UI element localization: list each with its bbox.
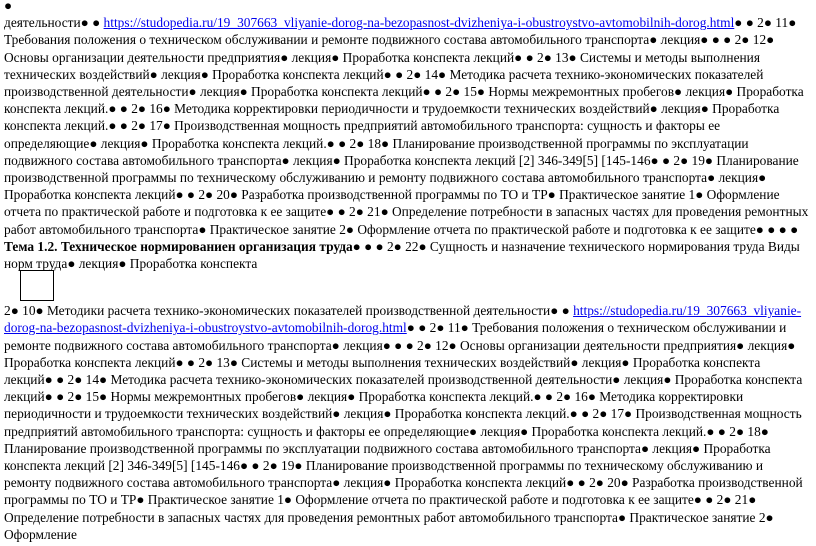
bullet-line	[4, 0, 812, 14]
studopedia-link-1[interactable]: https://studopedia.ru/19_307663_vliyanie-dorog-na-bezopasnost-dvizheniya-i-obustroystvo-avtomobilnih-dorog.html	[103, 15, 735, 31]
studopedia-link-2[interactable]: https://studopedia.ru/19_307663_vliyanie-dorog-na-bezopasnost-dvizheniya-i-obustroystvo-avtomobilnih-dorog.html	[4, 303, 802, 336]
block2-body-a: ● ● 2● 11● Требования положения о техническом обслуживании и ремонте подвижного состава автомобильного транспорта● лекция● ● ● 2● 12● Основы организации деятельности предприятия● лекция● Проработка конспекта лекций● ● 2● 13● Системы и методы выполнения технических воздействий● лекция● Проработка конспекта лекций● ● 2● 14● Методика расчета технико-экономических показателей производственной деятельности● лекция● Проработка конспекта лекций● ● 2● 15● Нормы межремонтных пробегов● лекция● Проработка конспекта лекций.● ● 2● 16● Методика корректировки периодичности и трудоемкости технических воздействий● лекция● Проработка конспекта лекций.● ● 2● 17● Производственная мощность предприятий автомобильного транспорта: сущность и факторы ее определяющие● лекция● Проработка конспекта лекций.● ● 2● 18● Планирование производственной программы по эксплуатации подвижного состава автомобильного транспорта● лекция● Проработка конспекта лекций [2] 346-349[5] [145-146● ● 2● 19● Планирование производственной программы по техническому обслуживанию и ремонту подвижного состава автомобильного транспорта● лекция● Проработка конспекта лекций● ● 2● 20● Разработка производственной программы по ТО и ТР● Практическое занятие 1● Оформление отчета по практической работе и подготовка к ее защите● ● 2● 21● Определение потребности в запасных частях для проведения ремонтных работ автомобильного транспорта● Практическое занятие 2● Оформление	[4, 320, 803, 542]
block1-separator: ● ●	[80, 15, 104, 31]
empty-frame-box	[20, 270, 54, 301]
block2-separator: ● ●	[550, 303, 574, 319]
block1-lead: деятельности	[4, 15, 81, 31]
block1-body-a: ● ● 2● 11● Требования положения о техническом обслуживании и ремонте подвижного состава автомобильного транспорта● лекция● ● ● 2● 12● Основы организации деятельности предприятия● лекция● Проработка конспекта лекций● ● 2● 13● Системы и методы выполнения технических воздействий● лекция● Проработка конспекта лекций● ● 2● 14● Методика расчета технико-экономических показателей производственной деятельности● лекция● Проработка конспекта лекций● ● 2● 15● Нормы межремонтных пробегов● лекция● Проработка конспекта лекций.● ● 2● 16● Методика корректировки периодичности и трудоемкости технических воздействий● лекция● Проработка конспекта лекций.● ● 2● 17● Производственная мощность предприятий автомобильного транспорта: сущность и факторы ее определяющие● лекция● Проработка конспекта лекций.● ● 2● 18● Планирование производственной программы по эксплуатации подвижного состава автомобильного транспорта● лекция● Проработка конспекта лекций [2] 346-349[5] [145-146● ● 2● 19● Планирование производственной программы по техническому обслуживанию и ремонту подвижного состава автомобильного транспорта● лекция● Проработка конспекта лекций● ● 2● 20● Разработка производственной программы по ТО и ТР● Практическое занятие 1● Оформление отчета по практической работе и подготовка к ее защите● ● 2● 21● Определение потребности в запасных частях для проведения ремонтных работ автомобильного транспорта● Практическое занятие 2● Оформление отчета по практической работе и подготовка к ее защите● ● ● ●	[4, 15, 809, 237]
block1-body-b: ● ● ● 2● 22● Сущность и назначение технического нормирования труда Виды норм труда● лекция● Проработка конспекта	[4, 238, 800, 272]
text-block-1	[4, 14, 812, 272]
topic-heading: Тема 1.2. Техническое нормированиен организация труда	[4, 238, 353, 254]
text-block-2	[4, 302, 812, 543]
bullet-glyph: ●	[4, 0, 13, 13]
block2-lead: 2● 10● Методики расчета технико-экономических показателей производственной деятельности	[4, 303, 551, 319]
